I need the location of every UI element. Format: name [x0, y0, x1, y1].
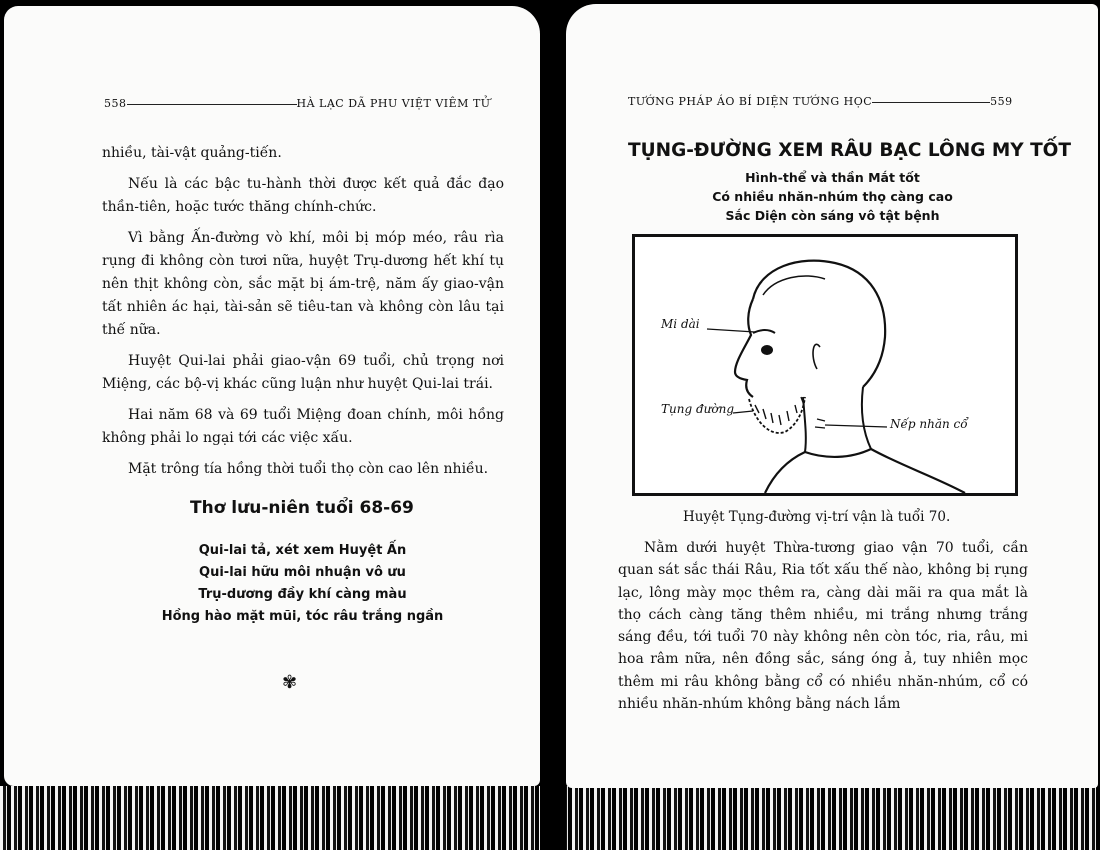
portrait-figure [632, 234, 1018, 496]
header-rule [872, 102, 990, 103]
left-running-header [104, 97, 491, 110]
figure-caption: Huyệt Tụng-đường vị-trí vận là tuổi 70. [683, 509, 951, 525]
eyebrow-label: Mi dài [661, 317, 700, 331]
book-gutter [540, 0, 566, 850]
subtitle: Có nhiều nhăn-nhúm thọ càng cao [712, 189, 953, 204]
paragraph: Nằm dưới huyệt Thừa-tương giao vận 70 tuổi, cần quan sát sắc thái Râu, Ria tốt xấu thế nào, không bị rụng lạc, lông mày mọc thêm ra, càng dài mãi ra qua mắt là thọ cách càng tăng thêm nhiều, mi trắng nhưng trắng sáng đều, tới tuổi 70 này không nên còn tóc, ria, râu, mi hoa râm nữa, nên đồng sắc, sáng óng ả, tuy nhiên mọc thêm mi râu không bằng cổ có nhiều nhăn-nhúm, cổ có nhiều nhăn-nhúm không bằng nách lắm [618, 540, 1028, 713]
paragraph: Nếu là các bậc tu-hành thời được kết quả đắc đạo thần-tiên, hoặc tước thăng chính-chức. [102, 176, 504, 215]
right-header-title: TƯỚNG PHÁP ÁO BÍ DIỆN TƯỚNG HỌC [628, 95, 873, 108]
poem [160, 540, 445, 628]
subtitle: Sắc Diện còn sáng vô tật bệnh [725, 208, 940, 223]
right-running-header [628, 95, 1013, 108]
left-header-title: HÀ LẠC DÃ PHU VIỆT VIÊM TỬ [296, 97, 491, 110]
flower-ornament-icon: ✾ [282, 672, 298, 693]
profile-drawing [635, 237, 1015, 493]
subtitle: Hình-thể và thần Mắt tốt [745, 170, 920, 185]
poem-line: Hồng hào mặt mũi, tóc râu trắng ngần [161, 609, 444, 624]
left-body-text [102, 142, 504, 489]
section-heading: Thơ lưu-niên tuổi 68-69 [190, 498, 414, 518]
page-title: TỤNG-ĐƯỜNG XEM RÂU BẠC LÔNG MY TỐT [628, 140, 1072, 161]
paragraph: Hai năm 68 và 69 tuổi Miệng đoan chính, môi hồng không phải lo ngại tới các việc xấu. [102, 407, 504, 446]
left-page-number: 558 [104, 97, 127, 110]
header-rule [127, 104, 297, 105]
tung-duong-label: Tụng đường [661, 402, 735, 416]
neck-wrinkle-label: Nếp nhăn cổ [890, 417, 968, 431]
paragraph: Huyệt Qui-lai phải giao-vận 69 tuổi, chủ trọng nơi Miệng, các bộ-vị khác cũng luận như huyệt Qui-lai trái. [102, 353, 504, 392]
poem-line: Trụ-dương đầy khí càng màu [198, 587, 407, 602]
poem-line: Qui-lai hữu môi nhuận vô ưu [199, 565, 406, 580]
right-page-number: 559 [990, 95, 1013, 108]
poem-line: Qui-lai tả, xét xem Huyệt Ấn [198, 543, 407, 558]
paragraph: Mặt trông tía hồng thời tuổi thọ còn cao lên nhiều. [128, 461, 489, 477]
paragraph: nhiều, tài-vật quảng-tiến. [102, 145, 282, 161]
right-body-text [618, 537, 1028, 723]
paragraph: Vì bằng Ấn-đường vò khí, môi bị móp méo, râu rìa rụng đi không còn tươi nữa, huyệt Trụ-dương hết khí tụ nên thịt không còn, sắc mặt bị ám-trệ, năm ấy giao-vận tất nhiên ác hại, tài-sản sẽ tiêu-tan và không còn lâu tại thế nữa. [102, 230, 504, 338]
